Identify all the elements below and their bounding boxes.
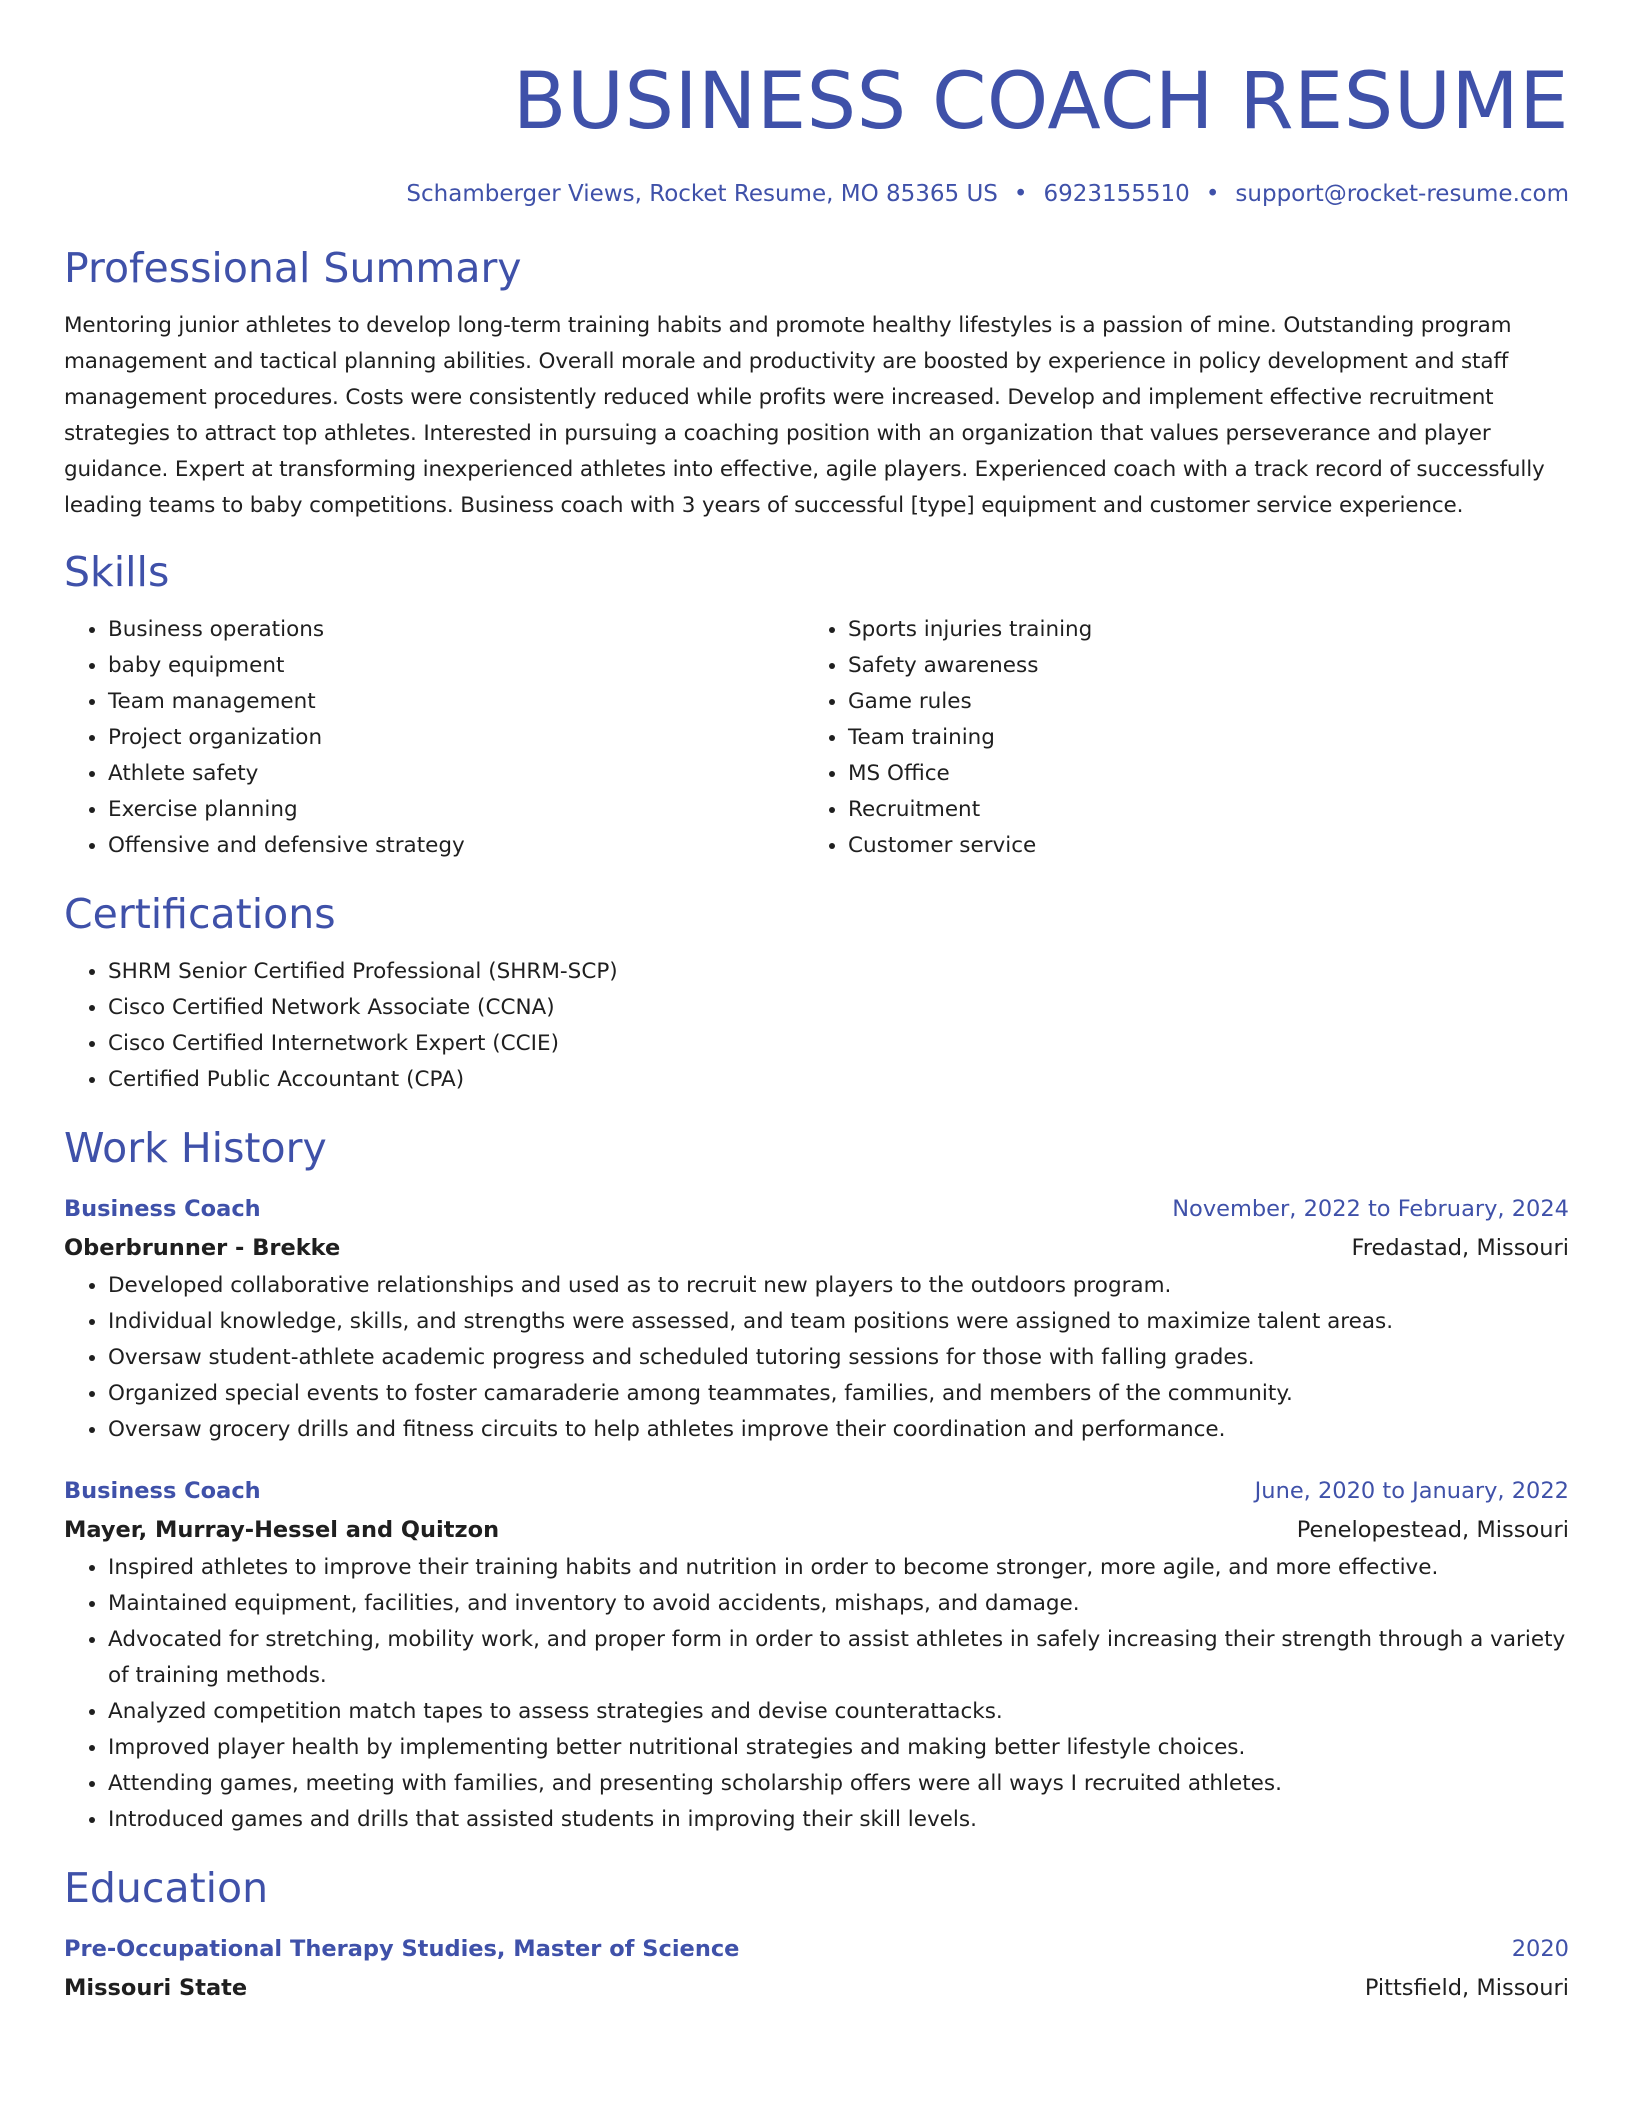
job-entry — [64, 1190, 1569, 1448]
skill-item: • MS Office — [848, 756, 1569, 792]
contact-separator: • — [1205, 181, 1220, 207]
job-title: Business Coach — [64, 1196, 261, 1222]
summary-heading: Professional Summary — [64, 244, 522, 292]
job-bullet: • Attending games, meeting with families, and presenting scholarship offers were all ways I recruited athletes. — [108, 1766, 1569, 1802]
job-bullets — [64, 1268, 1569, 1448]
job-company: Mayer, Murray-Hessel and Quitzon — [64, 1517, 500, 1543]
job-location: Fredastad, Missouri — [1351, 1235, 1569, 1261]
job-bullet: • Improved player health by implementing better nutritional strategies and making better lifestyle choices. — [108, 1730, 1569, 1766]
job-header-row — [64, 1190, 1569, 1228]
work-history-heading: Work History — [64, 1124, 327, 1172]
job-bullet: • Individual knowledge, skills, and strengths were assessed, and team positions were assigned to maximize talent areas. — [108, 1304, 1569, 1340]
skill-item: • Customer service — [848, 828, 1569, 864]
education-degree: Pre-Occupational Therapy Studies, Master of Science — [64, 1936, 740, 1962]
job-title: Business Coach — [64, 1478, 261, 1504]
job-company-row — [64, 1228, 1569, 1268]
skills-list-right — [804, 612, 1569, 864]
resume-title: BUSINESS COACH RESUME — [512, 57, 1569, 147]
certifications-section — [64, 886, 1569, 1098]
job-bullet: • Introduced games and drills that assisted students in improving their skill levels. — [108, 1802, 1569, 1838]
job-bullet: • Organized special events to foster camaraderie among teammates, families, and members of the community. — [108, 1376, 1569, 1412]
skill-item: • Project organization — [108, 720, 804, 756]
skill-item: • Team management — [108, 684, 804, 720]
skill-item: • Sports injuries training — [848, 612, 1569, 648]
contact-phone: 6923155510 — [1043, 181, 1190, 207]
skill-item: • Business operations — [108, 612, 804, 648]
skill-item: • Athlete safety — [108, 756, 804, 792]
skills-heading: Skills — [64, 548, 170, 596]
skill-item: • baby equipment — [108, 648, 804, 684]
education-entry — [64, 1930, 1569, 2008]
skill-item: • Exercise planning — [108, 792, 804, 828]
job-company: Oberbrunner - Brekke — [64, 1235, 341, 1261]
job-dates: June, 2020 to January, 2022 — [1254, 1478, 1569, 1504]
contact-separator: • — [1013, 181, 1028, 207]
skill-item: • Game rules — [848, 684, 1569, 720]
skills-section — [64, 544, 1569, 864]
contact-address: Schamberger Views, Rocket Resume, MO 85365 US — [406, 181, 998, 207]
skill-item: • Safety awareness — [848, 648, 1569, 684]
education-location: Pittsfield, Missouri — [1364, 1975, 1569, 2001]
skills-grid — [64, 612, 1569, 864]
education-school: Missouri State — [64, 1975, 248, 2001]
education-heading: Education — [64, 1864, 269, 1912]
job-bullet: • Advocated for stretching, mobility work, and proper form in order to assist athletes in safely increasing their strength through a variety of training methods. — [108, 1622, 1569, 1694]
certification-item: • SHRM Senior Certified Professional (SHRM-SCP) — [108, 954, 1569, 990]
summary-text: Mentoring junior athletes to develop long-term training habits and promote healthy lifestyles is a passion of mine. Outstanding program management and tactical planning abilities. Overall morale and productivity are boosted by experience in policy development and staff management procedures. Costs were consistently reduced while profits were increased. Develop and implement effective recruitment strategies to attract top athletes. Interested in pursuing a coaching position with an organization that values perseverance and player guidance. Expert at transforming inexperienced athletes into effective, agile players. Experienced coach with a track record of successfully leading teams to baby competitions. Business coach with 3 years of successful [type] equipment and customer service experience. — [64, 313, 1545, 518]
job-bullet: • Developed collaborative relationships and used as to recruit new players to the outdoors program. — [108, 1268, 1569, 1304]
certification-item: • Cisco Certified Internetwork Expert (CCIE) — [108, 1026, 1569, 1062]
contact-line — [64, 178, 1569, 210]
education-year: 2020 — [1511, 1936, 1569, 1962]
resume-header — [64, 52, 1569, 210]
education-school-row — [64, 1968, 1569, 2008]
job-bullet: • Analyzed competition match tapes to assess strategies and devise counterattacks. — [108, 1694, 1569, 1730]
job-bullet: • Maintained equipment, facilities, and inventory to avoid accidents, mishaps, and damage. — [108, 1586, 1569, 1622]
job-header-row — [64, 1472, 1569, 1510]
job-company-row — [64, 1510, 1569, 1550]
job-bullet: • Inspired athletes to improve their training habits and nutrition in order to become stronger, more agile, and more effective. — [108, 1550, 1569, 1586]
job-dates: November, 2022 to February, 2024 — [1172, 1196, 1569, 1222]
certifications-heading: Certifications — [64, 890, 336, 938]
job-bullet: • Oversaw student-athlete academic progress and scheduled tutoring sessions for those with falling grades. — [108, 1340, 1569, 1376]
education-section — [64, 1860, 1569, 2008]
job-bullets — [64, 1550, 1569, 1838]
contact-email[interactable]: support@rocket-resume.com — [1235, 181, 1569, 207]
job-entry — [64, 1472, 1569, 1838]
skills-list-left — [64, 612, 804, 864]
job-location: Penelopestead, Missouri — [1296, 1517, 1569, 1543]
skill-item: • Team training — [848, 720, 1569, 756]
education-header-row — [64, 1930, 1569, 1968]
certification-item: • Certified Public Accountant (CPA) — [108, 1062, 1569, 1098]
skill-item: • Recruitment — [848, 792, 1569, 828]
skill-item: • Offensive and defensive strategy — [108, 828, 804, 864]
work-history-section — [64, 1120, 1569, 1838]
job-bullet: • Oversaw grocery drills and fitness circuits to help athletes improve their coordination and performance. — [108, 1412, 1569, 1448]
certification-item: • Cisco Certified Network Associate (CCNA) — [108, 990, 1569, 1026]
certifications-list — [64, 954, 1569, 1098]
summary-section — [64, 240, 1569, 524]
